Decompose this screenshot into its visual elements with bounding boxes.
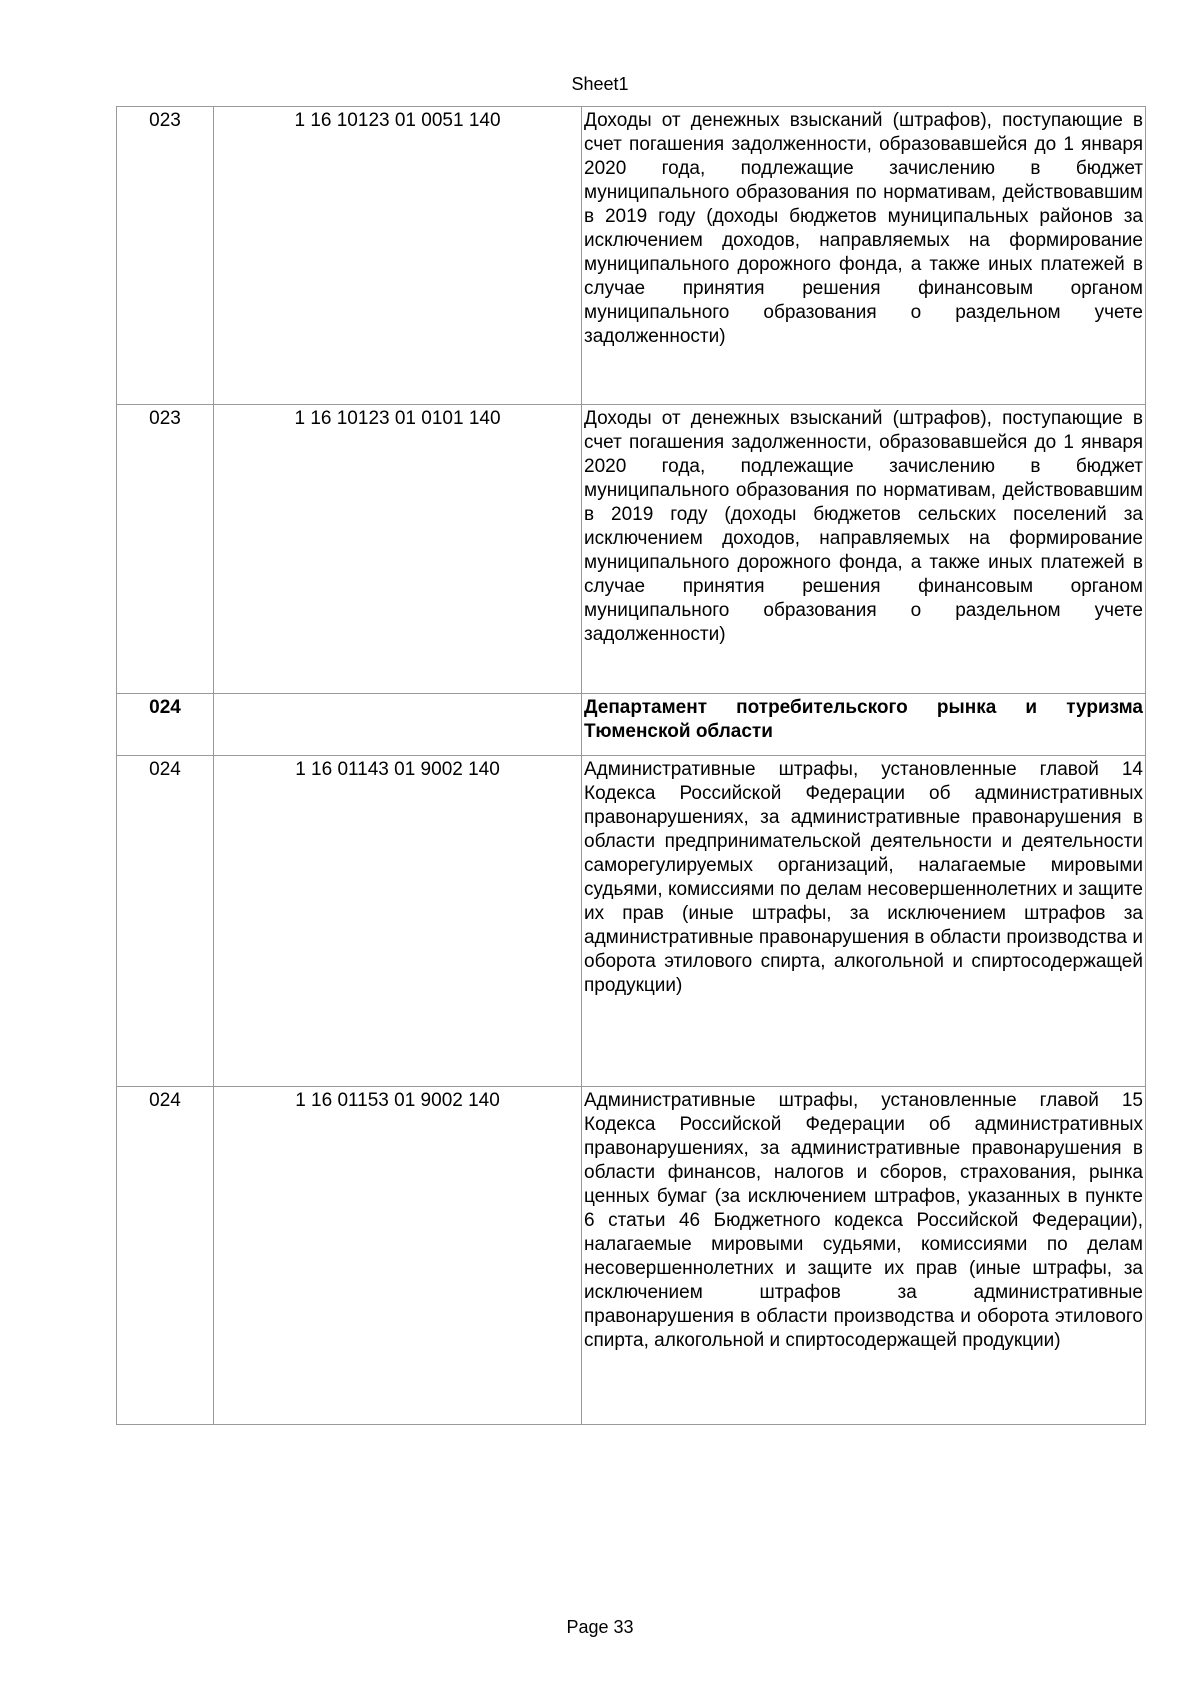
budget-code-cell: 1 16 01153 01 9002 140 <box>214 1087 582 1425</box>
sheet-title: Sheet1 <box>571 74 629 94</box>
admin-code-cell: 024 <box>117 694 214 756</box>
description-cell: Доходы от денежных взысканий (штрафов), поступающие в счет погашения задолженности, образовавшейся до 1 января 2020 года, подлежащие зачислению в бюджет муниципального образования по нормативам, действовавшим в 2019 году (доходы бюджетов муниципальных районов за исключением доходов, направляемых на формирование муниципального дорожного фонда, а также иных платежей в случае принятия решения финансовым органом муниципального образования о раздельном учете задолженности) <box>582 107 1146 405</box>
admin-code-cell: 024 <box>117 1087 214 1425</box>
budget-code-cell: 1 16 01143 01 9002 140 <box>214 756 582 1087</box>
revenue-codes-table <box>116 106 1146 1425</box>
admin-code-cell: 024 <box>117 756 214 1087</box>
admin-code-cell: 023 <box>117 405 214 694</box>
budget-code-cell <box>214 694 582 756</box>
admin-code-cell: 023 <box>117 107 214 405</box>
budget-code-cell: 1 16 10123 01 0101 140 <box>214 405 582 694</box>
department-name-cell: Департамент потребительского рынка и туризма Тюменской области <box>582 694 1146 756</box>
budget-code-cell: 1 16 10123 01 0051 140 <box>214 107 582 405</box>
table-row <box>117 405 1146 694</box>
table-row <box>117 1087 1146 1425</box>
description-cell: Административные штрафы, установленные главой 14 Кодекса Российской Федерации об административных правонарушениях, за административные правонарушения в области предпринимательской деятельности и деятельности саморегулируемых организаций, налагаемые мировыми судьями, комиссиями по делам несовершеннолетних и защите их прав (иные штрафы, за исключением штрафов за административные правонарушения в области производства и оборота этилового спирта, алкогольной и спиртосодержащей продукции) <box>582 756 1146 1087</box>
table-row-department-heading <box>117 694 1146 756</box>
description-cell: Доходы от денежных взысканий (штрафов), поступающие в счет погашения задолженности, образовавшейся до 1 января 2020 года, подлежащие зачислению в бюджет муниципального образования по нормативам, действовавшим в 2019 году (доходы бюджетов сельских поселений за исключением доходов, направляемых на формирование муниципального дорожного фонда, а также иных платежей в случае принятия решения финансовым органом муниципального образования о раздельном учете задолженности) <box>582 405 1146 694</box>
page-number: Page 33 <box>566 1617 634 1637</box>
table-row <box>117 756 1146 1087</box>
description-cell: Административные штрафы, установленные главой 15 Кодекса Российской Федерации об административных правонарушениях, за административные правонарушения в области финансов, налогов и сборов, страхования, рынка ценных бумаг (за исключением штрафов, указанных в пункте 6 статьи 46 Бюджетного кодекса Российской Федерации), налагаемые мировыми судьями, комиссиями по делам несовершеннолетних и защите их прав (иные штрафы, за исключением штрафов за административные правонарушения в области производства и оборота этилового спирта, алкогольной и спиртосодержащей продукции) <box>582 1087 1146 1425</box>
table-row <box>117 107 1146 405</box>
